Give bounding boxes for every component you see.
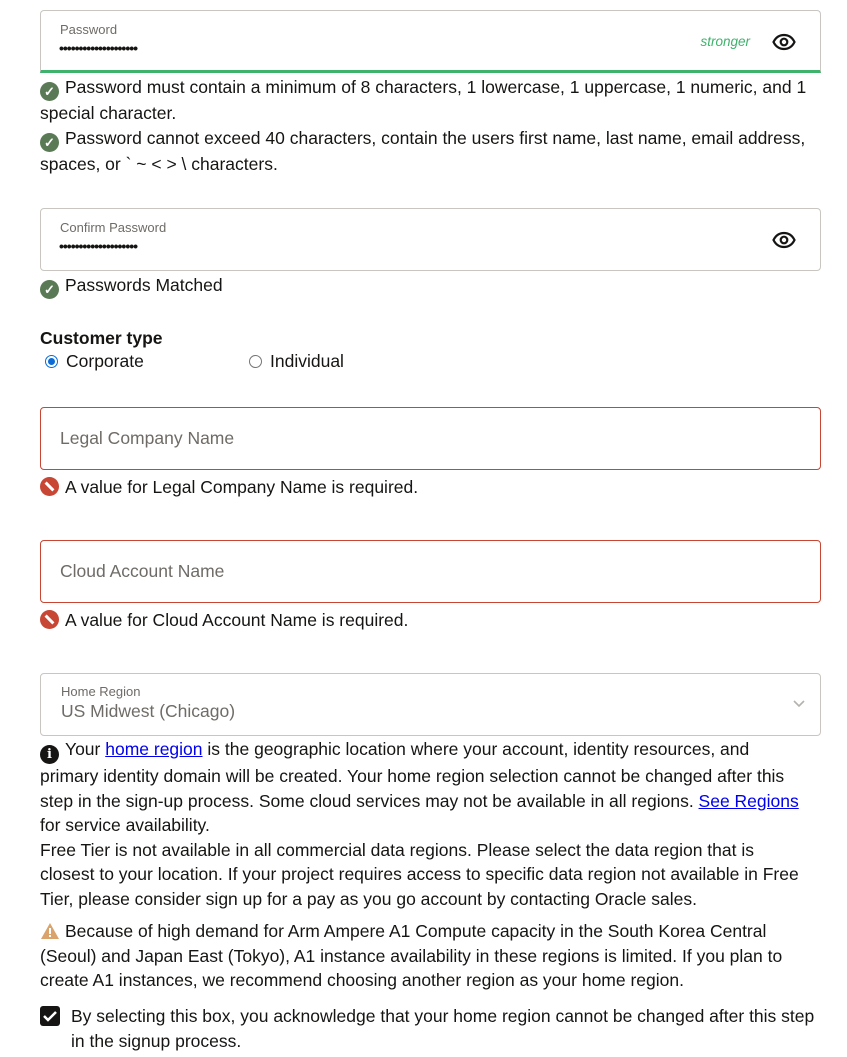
home-region-label: Home Region (61, 684, 141, 699)
error-icon (40, 477, 59, 496)
home-region-link[interactable]: home region (105, 739, 203, 759)
show-password-icon[interactable] (772, 30, 796, 54)
checkmark-icon (40, 1006, 60, 1026)
legal-company-name-input[interactable]: Legal Company Name (40, 407, 821, 470)
confirm-password-value: •••••••••••••••••••• (59, 238, 138, 254)
home-region-select[interactable] (40, 673, 821, 736)
chevron-down-icon[interactable] (792, 698, 806, 708)
password-rules (40, 75, 830, 176)
customer-type-radios (40, 349, 821, 374)
radio-individual[interactable]: Individual (244, 351, 344, 371)
radio-corporate[interactable]: Corporate (40, 349, 244, 374)
show-password-icon[interactable] (772, 228, 796, 252)
customer-type-heading: Customer type (40, 328, 163, 348)
password-strength: stronger (700, 34, 750, 49)
acknowledge-checkbox-row[interactable]: By selecting this box, you acknowledge that your home region cannot be changed after this step in the signup process. (40, 1004, 830, 1053)
warning-icon (40, 922, 60, 940)
home-region-value: US Midwest (Chicago) (61, 701, 236, 721)
password-field[interactable] (40, 10, 821, 73)
legal-company-error: A value for Legal Company Name is required. (40, 475, 821, 500)
confirm-password-label: Confirm Password (60, 220, 167, 235)
rule-item: ✓ Password cannot exceed 40 characters, contain the users first name, last name, email address, spaces, or ` ~ < > \ characters. (40, 127, 806, 174)
free-tier-note: Free Tier is not available in all commercial data regions. Please select the data region that is closest to your location. If your project requires access to specific data region not available in Free Tier, please consider sign up for a pay as you go account by contacting Oracle sales. (40, 839, 799, 909)
error-icon (40, 610, 59, 629)
cloud-account-error: A value for Cloud Account Name is required. (40, 608, 821, 633)
info-icon: i (40, 745, 59, 764)
rule-item: ✓ Password must contain a minimum of 8 characters, 1 lowercase, 1 uppercase, 1 numeric, and 1 special character. (40, 77, 807, 123)
check-circle-icon: ✓ (40, 133, 59, 152)
home-region-info: i Your home region is the geographic location where your account, identity resources, and primary identity domain will be created. Your home region selection cannot be changed after this step in the sign-up process. Some cloud services may not be available in all regions. See Regions for service availability. Free Tier is not available in all commercial data regions. Please select the data region that is closest to your location. If your project requires access to specific data region not available in Free Tier, please consider sign up for a pay as you go account by contacting Oracle sales. (40, 737, 810, 912)
password-match-status: ✓ Passwords Matched (40, 273, 821, 299)
cloud-account-name-input[interactable]: Cloud Account Name (40, 540, 821, 603)
see-regions-link[interactable]: See Regions (698, 790, 799, 811)
check-circle-icon: ✓ (40, 280, 59, 299)
a1-capacity-warning: Because of high demand for Arm Ampere A1 Compute capacity in the South Korea Central (Seoul) and Japan East (Tokyo), A1 instance availability in these regions is limited. If you plan to create A1 instances, we recommend choosing another region as your home region. (40, 921, 783, 991)
confirm-password-field[interactable] (40, 208, 821, 271)
password-label: Password (60, 22, 118, 37)
acknowledge-checkbox[interactable] (40, 1006, 60, 1026)
radio-selected-icon[interactable] (45, 355, 58, 368)
check-circle-icon: ✓ (40, 82, 59, 101)
password-value: •••••••••••••••••••• (59, 40, 138, 56)
radio-unselected-icon[interactable] (249, 355, 262, 368)
